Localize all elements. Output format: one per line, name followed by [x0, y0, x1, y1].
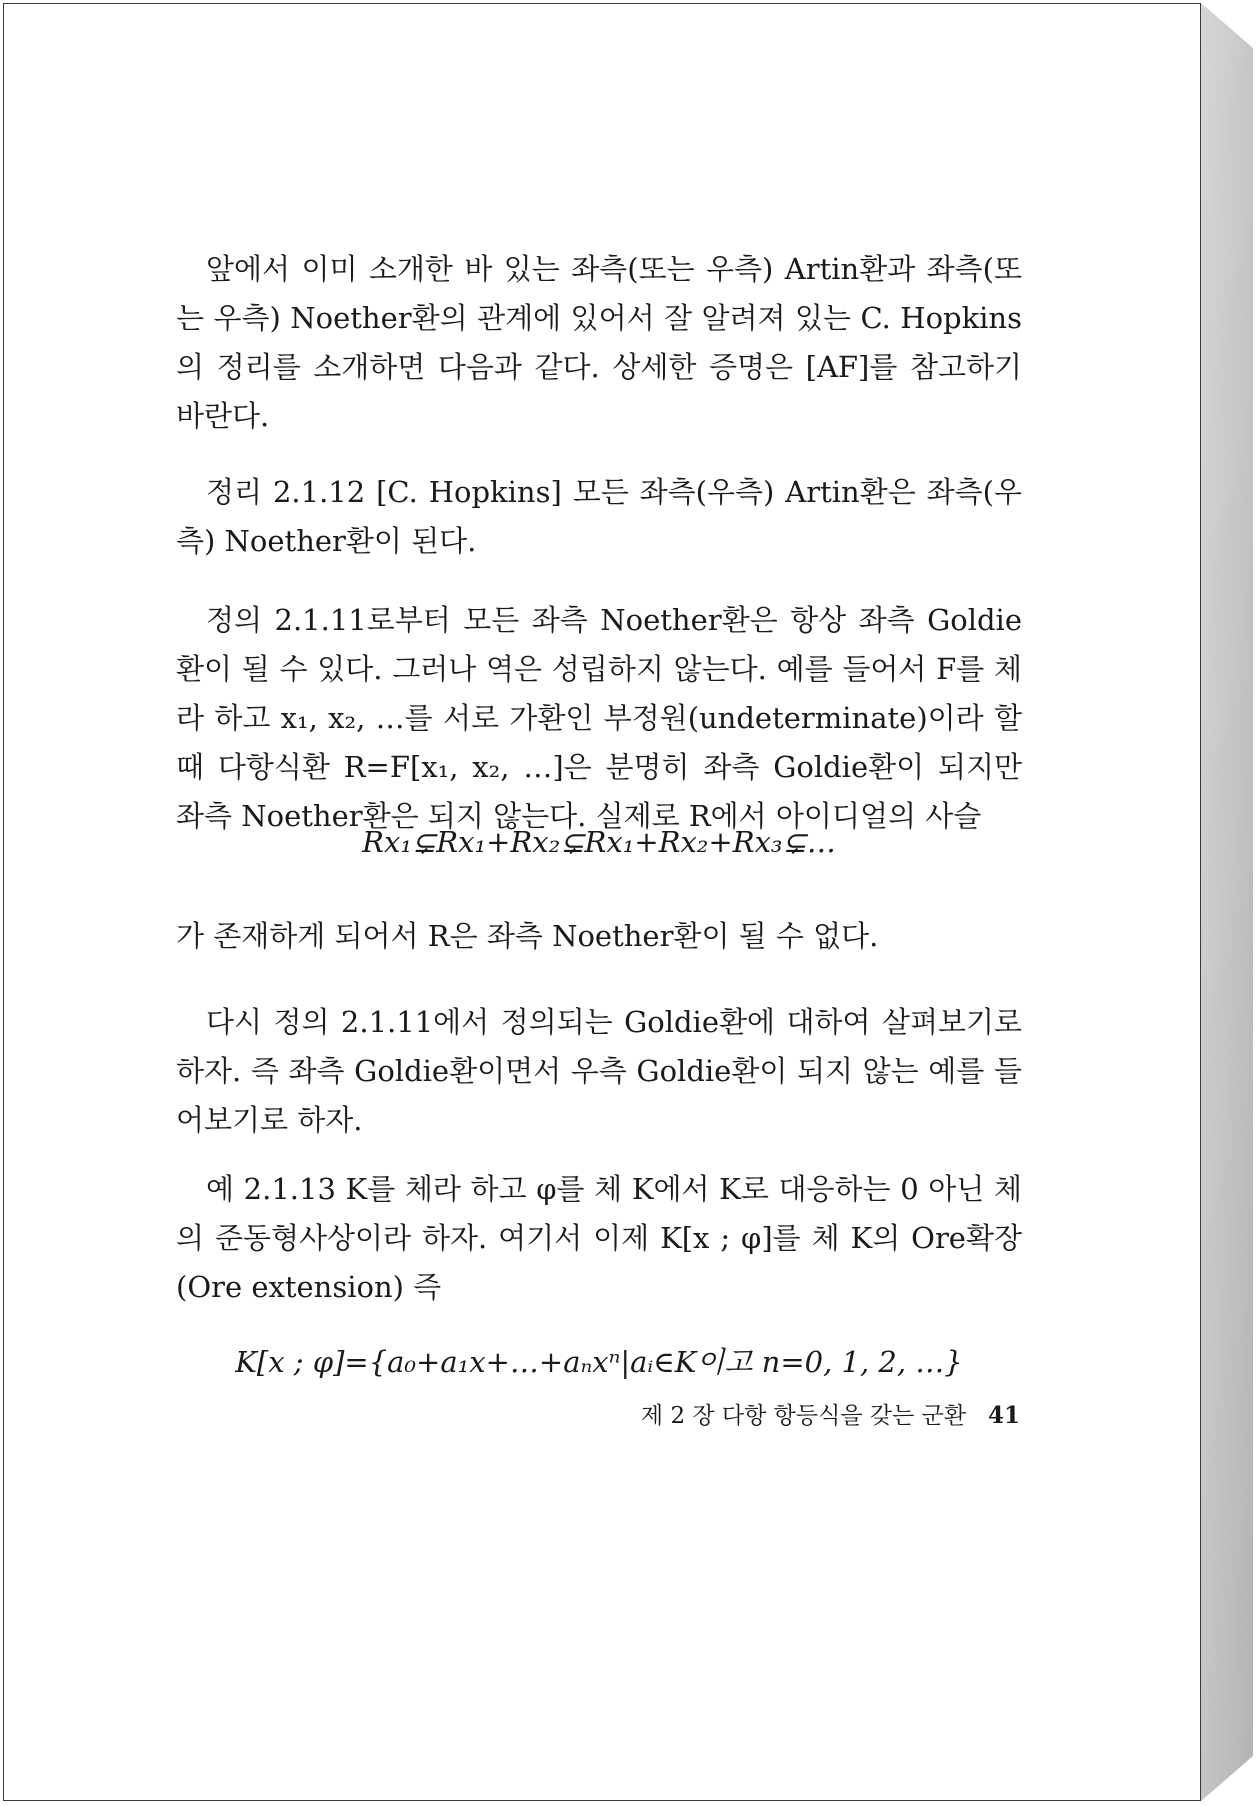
- paragraph-goldie: 정의 2.1.11로부터 모든 좌측 Noether환은 항상 좌측 Goldie환이 될 수 있다. 그러나 역은 성립하지 않는다. 예를 들어서 F를 체라 하고 x₁, x₂, …를 서로 가환인 부정원(undeterminate)이라 할 때 다항식환 R=F[x₁, x₂, …]은 분명히 좌측 Goldie환이 되지만 좌측 Noether환은 되지 않는다. 실제로 R에서 아이디얼의 사슬: [176, 603, 1022, 833]
- equation-ideal-chain: Rx₁⊊Rx₁+Rx₂⊊Rx₁+Rx₂+Rx₃⊊…: [362, 825, 836, 859]
- page-edge-shade: [1201, 3, 1253, 1801]
- paragraph-intro: 앞에서 이미 소개한 바 있는 좌측(또는 우측) Artin환과 좌측(또는 우측) Noether환의 관계에 있어서 잘 알려져 있는 C. Hopkins의 정리를 소개하면 다음과 같다. 상세한 증명은 [AF]를 참고하기 바란다.: [176, 252, 1022, 433]
- page-number: 41: [987, 1402, 1020, 1429]
- running-footer: [600, 1397, 1020, 1430]
- paragraph-conclusion: 가 존재하게 되어서 R은 좌측 Noether환이 될 수 없다.: [176, 919, 879, 953]
- equation-ore-extension: K[x ; φ]={a₀+a₁x+…+aₙxⁿ|aᵢ∈K이고 n=0, 1, 2, …}: [235, 1345, 963, 1379]
- example-ore-extension: 예 2.1.13 K를 체라 하고 φ를 체 K에서 K로 대응하는 0 아닌 체의 준동형사상이라 하자. 여기서 이제 K[x ; φ]를 체 K의 Ore확장(Ore extension) 즉: [176, 1172, 1022, 1304]
- theorem-hopkins: 정리 2.1.12 [C. Hopkins] 모든 좌측(우측) Artin환은 좌측(우측) Noether환이 된다.: [176, 475, 1022, 558]
- paragraph-example-intro: 다시 정의 2.1.11에서 정의되는 Goldie환에 대하여 살펴보기로 하자. 즉 좌측 Goldie환이면서 우측 Goldie환이 되지 않는 예를 들어보기로 하자.: [176, 1005, 1022, 1137]
- chapter-title: 제 2 장 다항 항등식을 갖는 군환: [640, 1403, 967, 1429]
